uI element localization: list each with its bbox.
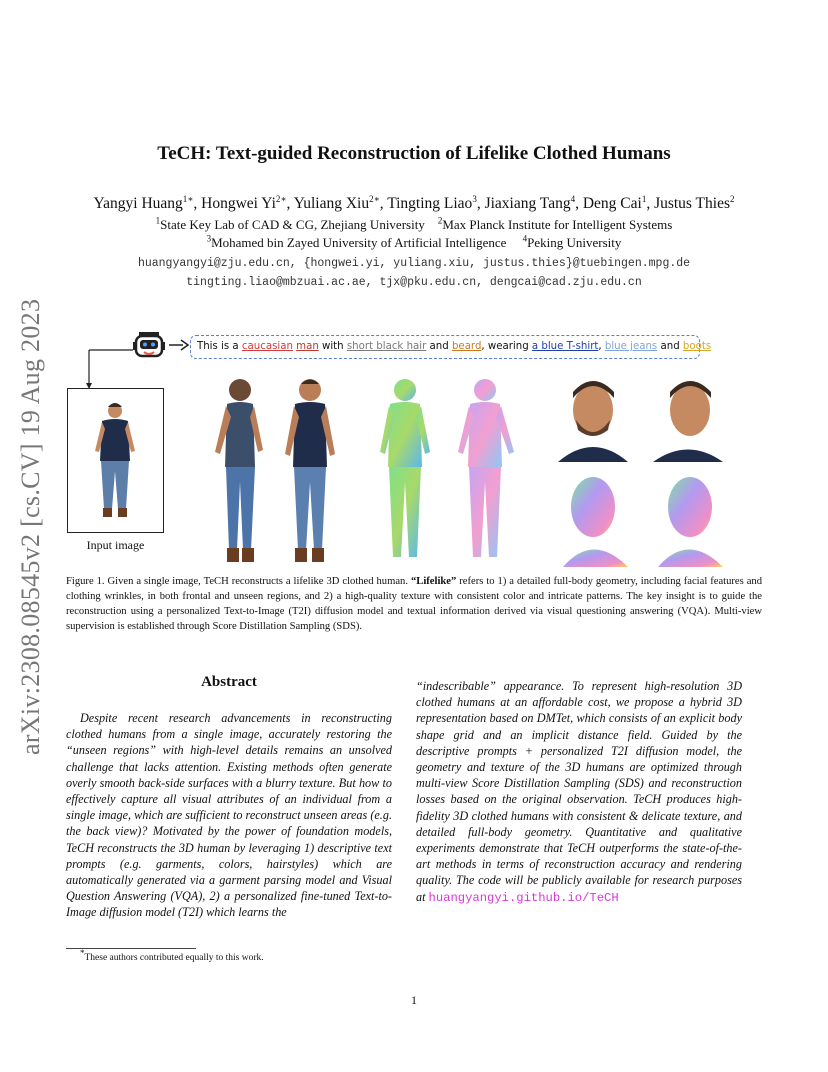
author-sup: 4 [570, 193, 576, 204]
affiliation: Peking University [527, 235, 622, 250]
aff-sup: 4 [522, 233, 528, 244]
prompt-attr-gender: man [296, 341, 319, 352]
aff-sup: 3 [206, 233, 212, 244]
author: Yuliang Xiu [293, 195, 370, 212]
prompt-attr-shirt: a blue T-shirt [531, 341, 599, 352]
prompt-attr-boots: boots [682, 341, 712, 352]
paper-title: TeCH: Text-guided Reconstruction of Lifelike Clothed Humans [157, 143, 671, 164]
connector-line [87, 349, 137, 391]
email-line-1[interactable]: huangyangyi@zju.edu.cn, {hongwei.yi, yuliang.xiu, justus.thies}@tuebingen.mpg.de [137, 257, 691, 270]
abstract-heading: Abstract [201, 674, 257, 690]
prompt-text: and [657, 341, 683, 352]
abstract-left-column: Despite recent research advancements in reconstructing clothed humans from a single image, accurately restoring the “unseen regions” with high-level details remains an unsolved challenge that lacks attention. Existing methods often generate overly smooth back-side surfaces with a blurry texture. But how to effectively capture all visual attributes of an individual from a single image, which are sufficient to reconstruct unseen areas (e.g. the back view)? Motivated by the power of foundation models, TeCH reconstructs the 3D human by leveraging 1) descriptive text prompts (e.g. garments, colors, hairstyles) which are automatically generated via a garment parsing model and Visual Question Answering (VQA), 2) a personalized fine-tuned Text-to-Image diffusion model (T2I) which learns the [66, 711, 392, 920]
author-sup: 1 [641, 193, 647, 204]
face-renders [548, 372, 728, 572]
author: Hongwei Yi [201, 195, 276, 212]
normal-back-view [380, 379, 430, 557]
author-sup: 2∗ [275, 193, 287, 204]
footnote-mark: * [80, 948, 85, 958]
aff-sup: 2 [437, 215, 443, 226]
affiliation: Mohamed bin Zayed University of Artificial Intelligence [211, 235, 507, 250]
author-list: Yangyi Huang$^{1∗}$, Hongwei $Yi^{2∗}$, Yuliang Xiu$^{2∗}$, Tingting Liao$^3$, Jiaxiang Tang$^4$, Deng Cai$^1$, Justus Thies$^2$ [93, 193, 735, 212]
affiliation-line-1 [0, 217, 828, 233]
arrow-right-icon [168, 338, 190, 352]
affiliation-line-2 [0, 235, 828, 251]
aff-sup: 1 [155, 215, 161, 226]
affiliation: Max Planck Institute for Intelligent Systems [442, 217, 673, 232]
author-sup: 3 [472, 193, 477, 204]
normal-body-renders [360, 372, 535, 572]
robot-icon [133, 330, 165, 360]
face-textured-side [653, 381, 723, 462]
textured-front-view [285, 379, 335, 562]
face-textured-front [548, 372, 638, 462]
caption-lead: Figure 1. Given a single image, TeCH reconstructs a lifelike 3D clothed human. [66, 576, 411, 587]
prompt-text: This is a [197, 341, 242, 352]
abstract-right-column [416, 678, 742, 906]
email-line-2[interactable]: tingting.liao@mbzuai.ac.ae, tjx@pku.edu.cn, dengcai@cad.zju.edu.cn [186, 276, 642, 289]
textured-body-renders [205, 372, 355, 572]
author-sup: 2 [730, 193, 735, 204]
prompt-text: and [426, 341, 452, 352]
prompt-text: , [598, 341, 605, 352]
caption-bold: “Lifelike” [410, 576, 457, 587]
page-number: 1 [411, 993, 417, 1007]
textured-back-view [215, 379, 263, 562]
prompt-attr-ethnicity: caucasian [241, 341, 293, 352]
author-sup: 2∗ [369, 193, 380, 204]
text-prompt-box [190, 335, 712, 359]
prompt-attr-jeans: blue jeans [604, 341, 658, 352]
face-normal-front [563, 477, 628, 567]
input-image-label: Input image [86, 538, 145, 552]
author: Justus Thies [654, 195, 730, 212]
affiliation: State Key Lab of CAD & CG, Zhejiang University [160, 217, 425, 232]
author: Deng Cai [582, 195, 642, 212]
footnote-text: These authors contributed equally to this work. [84, 953, 264, 964]
footnote [80, 948, 264, 964]
project-link[interactable]: huangyangyi.github.io/TeCH [428, 890, 619, 905]
prompt-attr-hair: short black hair [346, 341, 427, 352]
face-normal-side [658, 477, 723, 567]
arxiv-stamp: arXiv:2308.08545v2 [cs.CV] 19 Aug 2023 [16, 298, 45, 755]
prompt-attr-beard: beard [451, 341, 482, 352]
input-person-image [68, 389, 163, 532]
author: Yangyi Huang [93, 195, 183, 212]
footnote-rule [66, 948, 196, 949]
input-image-frame [67, 388, 164, 533]
prompt-text: with [318, 341, 347, 352]
caption-rest: refers to 1) a detailed full-body geometry, including facial features and clothing wrinkles, in both frontal and unseen regions, and 2) a high-quality texture with consistent color and intricate patterns. The key insight is to guide the reconstruction using a personalized Text-to-Image (T2I) diffusion model and textual information derived via visual questioning answering (VQA). Multi-view supervision is established through Score Distillation Sampling (SDS). [66, 576, 763, 632]
prompt-text: , wearing [481, 341, 532, 352]
figure-caption [66, 574, 762, 634]
author: Jiaxiang Tang [484, 195, 571, 212]
abstract-right-text: “indescribable” appearance. To represent high-resolution 3D clothed humans at an affordable cost, we propose a hybrid 3D representation based on DMTet, which consists of an explicit body shape grid and an implicit distance field. Guided by the descriptive prompts + personalized T2I diffusion model, the geometry and texture of the 3D humans are optimized through multi-view Score Distillation Sampling (SDS) and reconstruction losses based on the original observation. TeCH produces high-fidelity 3D clothed humans with consistent & delicate texture, and detailed full-body geometry. Quantitative and qualitative experiments demonstrate that TeCH outperforms the state-of-the-art methods in terms of reconstruction accuracy and rendering quality. The code will be publicly available for research purposes at [416, 679, 742, 904]
author: Tingting Liao [387, 195, 473, 212]
normal-front-view [458, 379, 514, 557]
author-sup: 1∗ [182, 193, 194, 204]
